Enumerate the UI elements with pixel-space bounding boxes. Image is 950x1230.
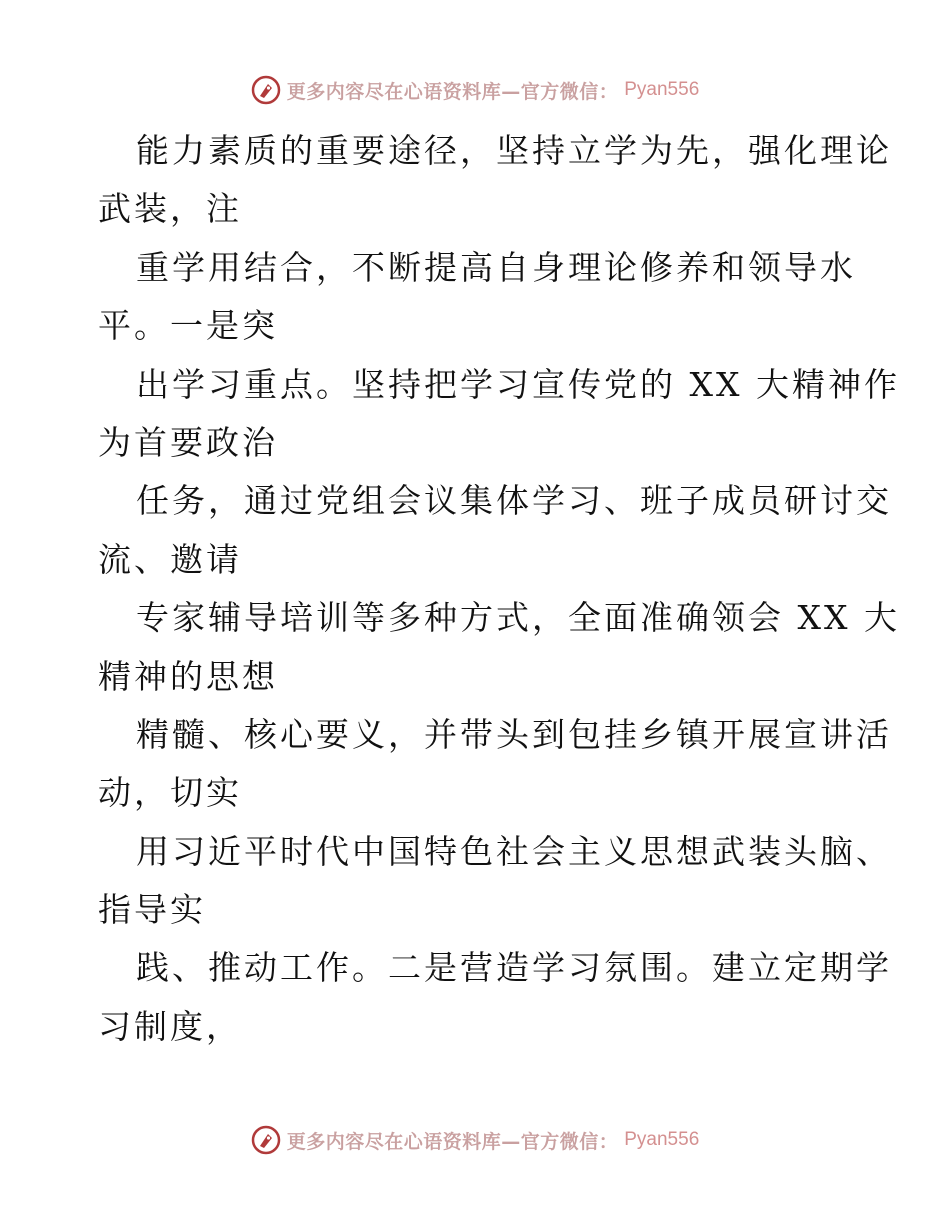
text-line: 用习近平时代中国特色社会主义思想武装头脑、 (136, 831, 892, 871)
text-line: 习制度， (98, 1006, 242, 1046)
text-line: 精髓、核心要义，并带头到包挂乡镇开展宣讲活 (136, 714, 892, 754)
text-line: 任务，通过党组会议集体学习、班子成员研讨交 (136, 481, 892, 521)
text-line: 重学用结合，不断提高自身理论修养和领导水 (136, 247, 856, 287)
text-line: 武装，注 (98, 189, 242, 229)
footer-banner-text: 更多内容尽在心语资料库—官方微信： (286, 1130, 619, 1153)
text-line: 出学习重点。坚持把学习宣传党的 XX 大精神作 (136, 364, 900, 404)
text-line: 指导实 (98, 890, 206, 930)
text-line: 专家辅导培训等多种方式，全面准确领会 XX 大 (136, 598, 900, 638)
header-banner (0, 70, 950, 110)
header-banner-text: 更多内容尽在心语资料库—官方微信： (286, 80, 619, 103)
footer-banner-id: Pyan556 (624, 1129, 700, 1150)
text-line: 动，切实 (98, 773, 242, 813)
pen-nib-logo-icon (251, 1125, 281, 1155)
footer-banner (0, 1120, 950, 1160)
text-line: 能力素质的重要途径，坚持立学为先，强化理论 (136, 131, 892, 170)
text-line: 为首要政治 (98, 422, 278, 462)
text-line: 平。一是突 (98, 306, 278, 346)
text-line: 流、邀请 (98, 539, 242, 579)
header-banner-id: Pyan556 (624, 79, 700, 100)
footer-banner-content (251, 1125, 700, 1155)
pen-nib-logo-icon (251, 75, 281, 105)
text-line: 践、推动工作。二是营造学习氛围。建立定期学 (136, 948, 892, 988)
text-line: 精神的思想 (98, 656, 278, 696)
header-banner-content (251, 75, 700, 105)
document-body (98, 122, 900, 1056)
